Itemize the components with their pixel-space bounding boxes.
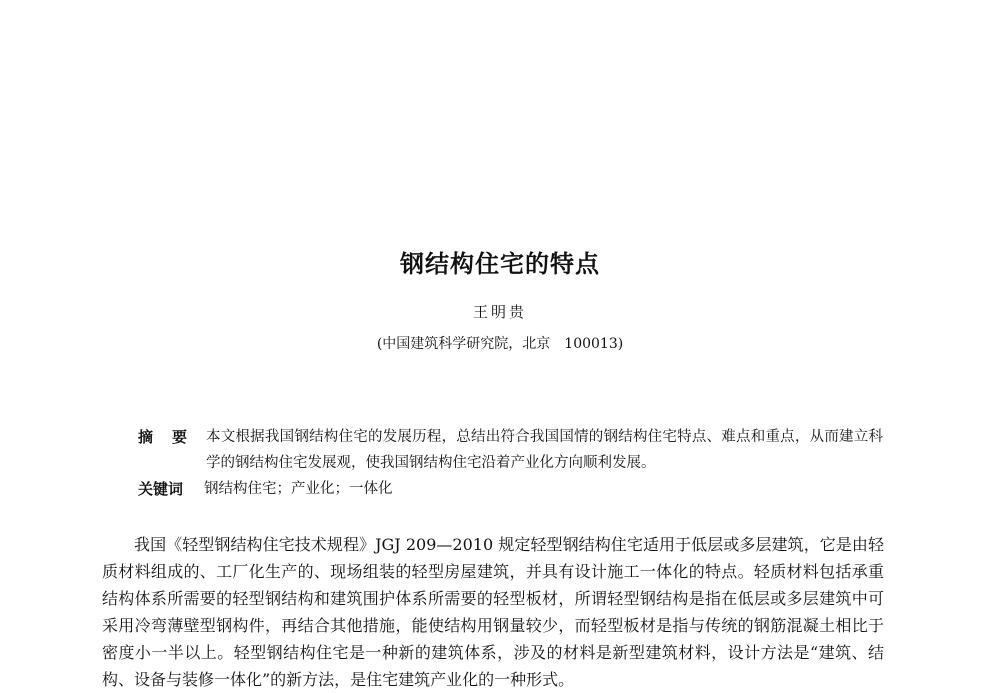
author-name: 王明贵	[472, 303, 527, 321]
abstract-row	[138, 424, 883, 476]
abstract-text: 本文根据我国钢结构住宅的发展历程，总结出符合我国国情的钢结构住宅特点、难点和重点，从而建立科学的钢结构住宅发展观，使我国钢结构住宅沿着产业化方向顺利发展。	[206, 429, 883, 471]
keywords-row	[138, 476, 883, 502]
abstract-label: 摘要	[138, 428, 207, 446]
keywords-text: 钢结构住宅；产业化；一体化	[204, 481, 393, 497]
keywords-label: 关键词	[138, 480, 184, 498]
paper-title: 钢结构住宅的特点	[400, 250, 600, 278]
postal-code: 100013)	[564, 336, 624, 352]
body-paragraph: 我国《轻型钢结构住宅技术规程》JGJ 209—2010 规定轻型钢结构住宅适用于低层或多层建筑，它是由轻质材料组成的、工厂化生产的、现场组装的轻型房屋建筑，并具有设计施工一体化的特点。轻质材料包括承重结构体系所需要的轻型钢结构和建筑围护体系所需要的轻型板材，所谓轻型钢结构是指在低层或多层建筑中可采用冷弯薄壁型钢构件，再结合其他措施，能使结构用钢量较少，而轻型板材是指与传统的钢筋混凝土相比于密度小一半以上。轻型钢结构住宅是一种新的建筑体系，涉及的材料是新型建筑材料，设计方法是“建筑、结构、设备与装修一体化”的新方法，是住宅建筑产业化的一种形式。	[102, 535, 884, 689]
abstract-section	[138, 424, 883, 502]
affiliation-text: (中国建筑科学研究院，北京	[376, 336, 551, 352]
affiliation	[0, 333, 1000, 353]
